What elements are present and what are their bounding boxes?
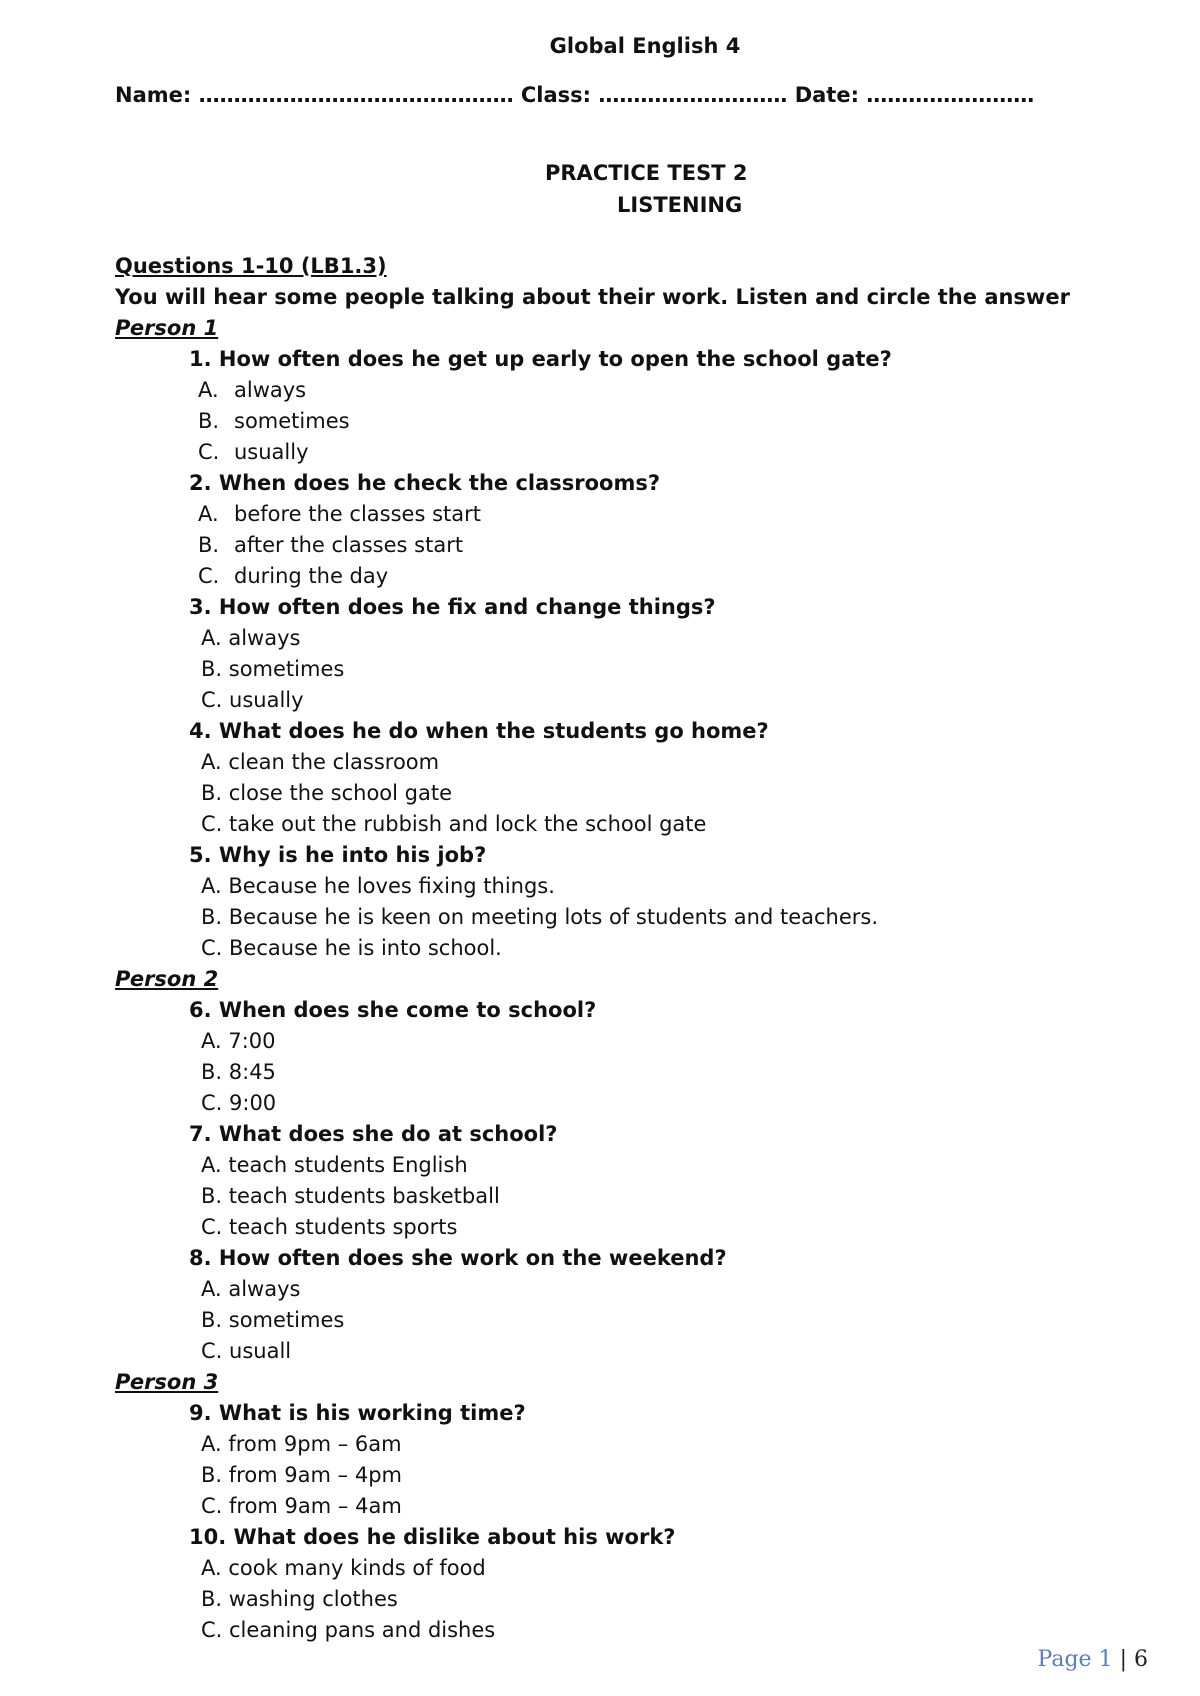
question-5-option-a: A. Because he loves fixing things. xyxy=(201,874,555,898)
question-3-option-c: C. usually xyxy=(201,688,304,712)
question-4-option-c: C. take out the rubbish and lock the school gate xyxy=(201,812,707,836)
question-8-option-b: B. sometimes xyxy=(201,1308,345,1332)
page-separator: | xyxy=(1119,1647,1127,1672)
question-7-option-a: A. teach students English xyxy=(201,1153,468,1177)
question-8: 8. How often does she work on the weekend? xyxy=(189,1246,727,1270)
page-footer xyxy=(1038,1647,1148,1672)
question-2-option-c: C. during the day xyxy=(198,564,389,588)
question-8-option-a: A. always xyxy=(201,1277,301,1301)
question-10-option-a: A. cook many kinds of food xyxy=(201,1556,486,1580)
question-2: 2. When does he check the classrooms? xyxy=(189,471,661,495)
person-1-label: Person 1 xyxy=(115,316,219,340)
test-subtitle: LISTENING xyxy=(617,193,743,217)
student-info-line: Name: ……………………………………… Class: ……………………… Date: …………………… xyxy=(115,83,1035,107)
question-1: 1. How often does he get up early to open the school gate? xyxy=(189,347,892,371)
question-2-option-a: A. before the classes start xyxy=(198,502,481,526)
question-10: 10. What does he dislike about his work? xyxy=(189,1525,676,1549)
question-7-option-c: C. teach students sports xyxy=(201,1215,458,1239)
question-9-option-b: B. from 9am – 4pm xyxy=(201,1463,402,1487)
question-8-option-c: C. usuall xyxy=(201,1339,292,1363)
question-5-option-b: B. Because he is keen on meeting lots of students and teachers. xyxy=(201,905,879,929)
document-title: Global English 4 xyxy=(549,34,741,58)
question-5: 5. Why is he into his job? xyxy=(189,843,487,867)
question-9-option-c: C. from 9am – 4am xyxy=(201,1494,402,1518)
question-3-option-a: A. always xyxy=(201,626,301,650)
test-title: PRACTICE TEST 2 xyxy=(545,161,748,185)
question-6-option-c: C. 9:00 xyxy=(201,1091,277,1115)
question-1-option-c: C. usually xyxy=(198,440,309,464)
question-4: 4. What does he do when the students go home? xyxy=(189,719,769,743)
question-7: 7. What does she do at school? xyxy=(189,1122,558,1146)
section-heading: Questions 1-10 (LB1.3) xyxy=(115,254,387,278)
page-number: 1 xyxy=(1098,1647,1113,1672)
question-9: 9. What is his working time? xyxy=(189,1401,526,1425)
question-3-option-b: B. sometimes xyxy=(201,657,345,681)
question-1-option-b: B. sometimes xyxy=(198,409,350,433)
question-6: 6. When does she come to school? xyxy=(189,998,597,1022)
question-4-option-b: B. close the school gate xyxy=(201,781,453,805)
question-6-option-b: B. 8:45 xyxy=(201,1060,276,1084)
question-2-option-b: B. after the classes start xyxy=(198,533,464,557)
person-2-label: Person 2 xyxy=(115,967,219,991)
question-10-option-b: B. washing clothes xyxy=(201,1587,398,1611)
question-6-option-a: A. 7:00 xyxy=(201,1029,276,1053)
page-total: 6 xyxy=(1134,1647,1148,1672)
question-3: 3. How often does he fix and change things? xyxy=(189,595,716,619)
question-4-option-a: A. clean the classroom xyxy=(201,750,440,774)
question-1-option-a: A. always xyxy=(198,378,307,402)
question-10-option-c: C. cleaning pans and dishes xyxy=(201,1618,496,1642)
question-9-option-a: A. from 9pm – 6am xyxy=(201,1432,402,1456)
page-label: Page xyxy=(1037,1647,1092,1672)
question-7-option-b: B. teach students basketball xyxy=(201,1184,500,1208)
section-instruction: You will hear some people talking about their work. Listen and circle the answer xyxy=(115,285,1070,309)
question-5-option-c: C. Because he is into school. xyxy=(201,936,502,960)
person-3-label: Person 3 xyxy=(115,1370,219,1394)
